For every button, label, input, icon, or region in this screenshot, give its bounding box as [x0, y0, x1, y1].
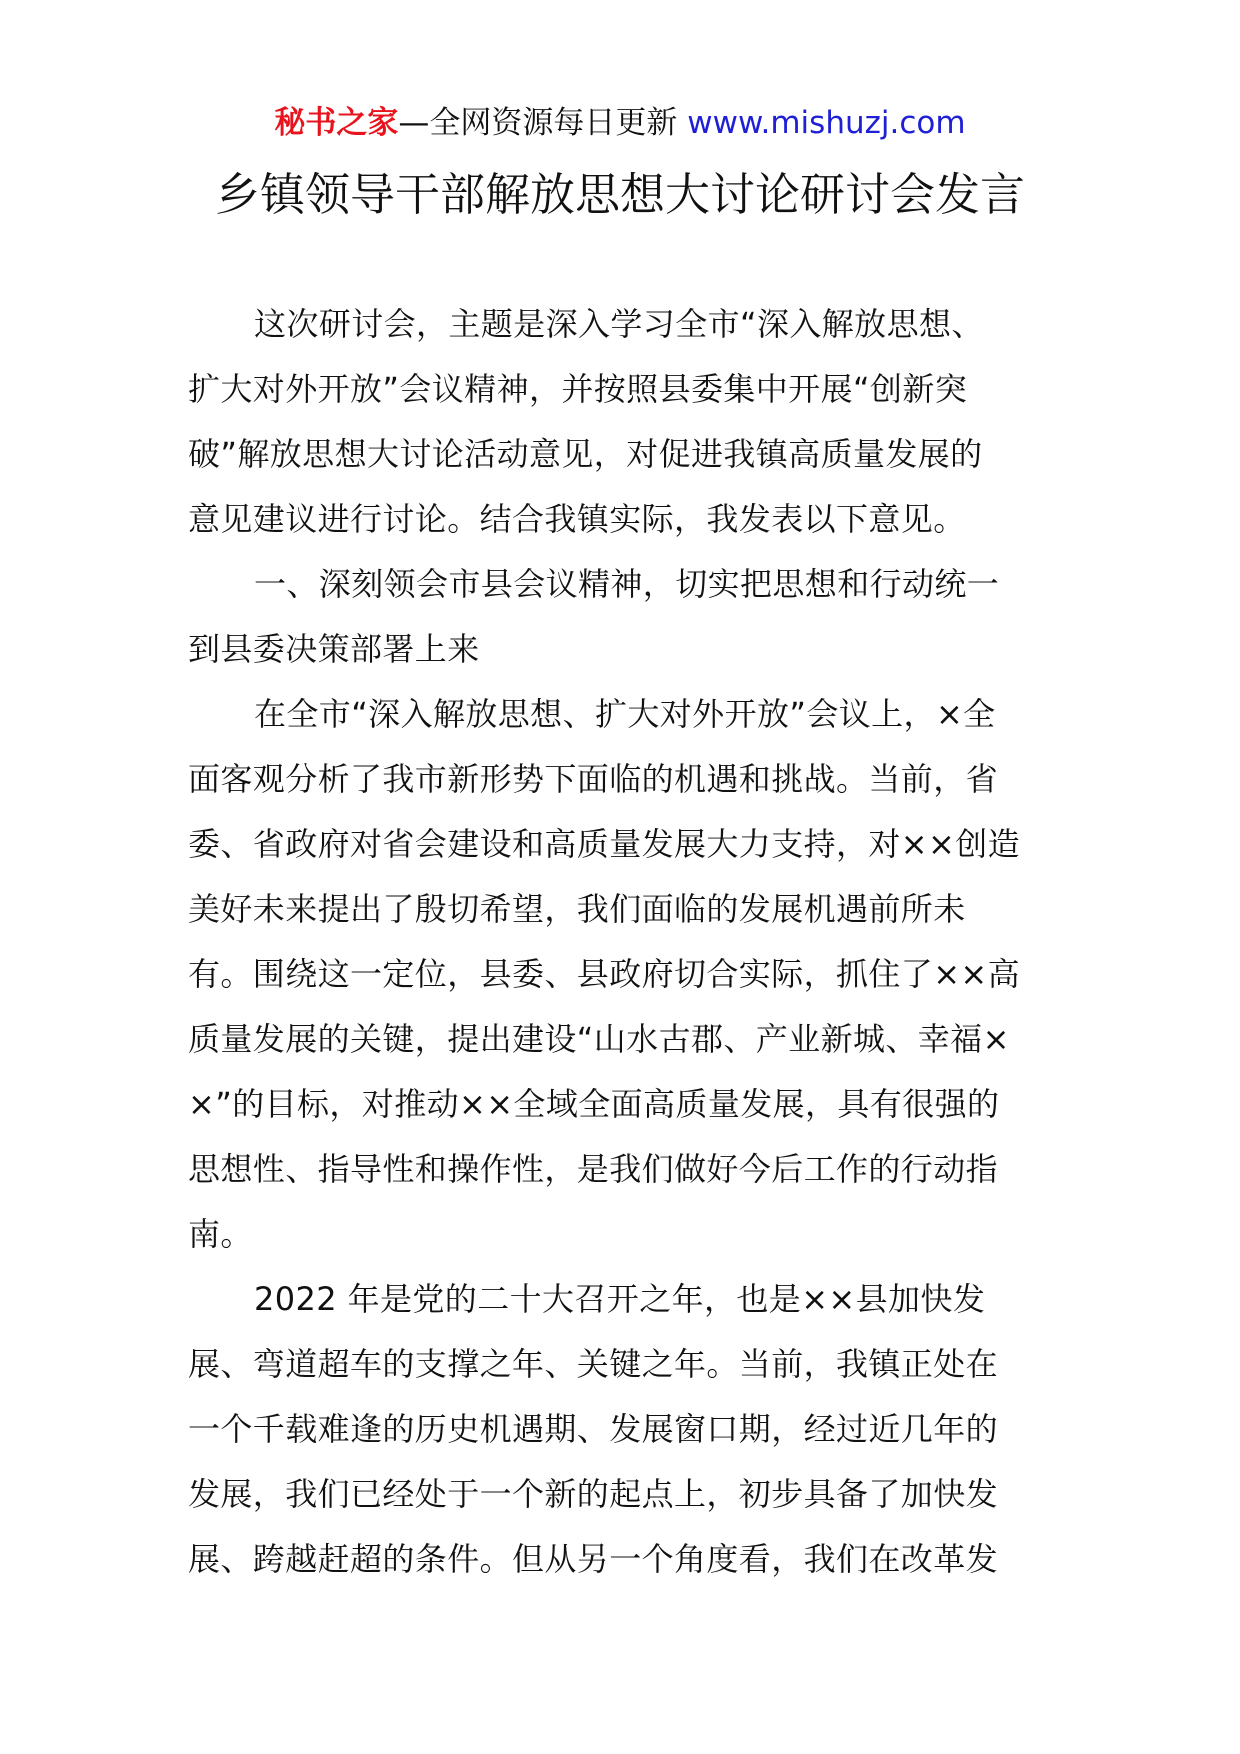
- paragraph-line: 面客观分析了我市新形势下面临的机遇和挑战。当前，省: [188, 760, 999, 798]
- paragraph-line: 这次研讨会，主题是深入学习全市“深入解放思想、: [254, 305, 984, 343]
- document-title: 乡镇领导干部解放思想大讨论研讨会发言: [214, 168, 1025, 221]
- paragraph-line: 委、省政府对省会建设和高质量发展大力支持，对××创造: [188, 825, 1021, 863]
- paragraph-line: 发展，我们已经处于一个新的起点上，初步具备了加快发: [188, 1475, 999, 1513]
- paragraph-line: 南。: [188, 1215, 253, 1253]
- site-header: [0, 101, 1240, 145]
- paragraph-line: ×”的目标，对推动××全域全面高质量发展，具有很强的: [188, 1085, 1000, 1123]
- paragraph-line: 美好未来提出了殷切希望，我们面临的发展机遇前所未: [188, 890, 966, 928]
- paragraph-line: 破”解放思想大讨论活动意见，对促进我镇高质量发展的: [188, 435, 983, 473]
- section-heading-line: 一、深刻领会市县会议精神，切实把思想和行动统一: [254, 565, 1000, 603]
- paragraph-line: 扩大对外开放”会议精神，并按照县委集中开展“创新突: [188, 370, 968, 408]
- paragraph-line: 有。围绕这一定位，县委、县政府切合实际，抓住了××高: [188, 955, 1021, 993]
- brand-name: 秘书之家: [274, 105, 399, 141]
- section-heading-line: 到县委决策部署上来: [188, 630, 480, 668]
- document-body: [188, 292, 1058, 1592]
- paragraph-line: 一个千载难逢的历史机遇期、发展窗口期，经过近几年的: [188, 1410, 999, 1448]
- paragraph-line: 2022 年是党的二十大召开之年，也是××县加快发: [254, 1280, 986, 1318]
- paragraph-line: 展、跨越赶超的条件。但从另一个角度看，我们在改革发: [188, 1540, 999, 1578]
- site-url-link[interactable]: www.mishuzj.com: [687, 105, 966, 141]
- paragraph-line: 意见建议进行讨论。结合我镇实际，我发表以下意见。: [188, 500, 966, 538]
- paragraph-line: 在全市“深入解放思想、扩大对外开放”会议上，×全: [254, 695, 996, 733]
- header-tagline: —全网资源每日更新: [398, 105, 688, 141]
- paragraph-line: 思想性、指导性和操作性，是我们做好今后工作的行动指: [188, 1150, 999, 1188]
- paragraph-line: 展、弯道超车的支撑之年、关键之年。当前，我镇正处在: [188, 1345, 999, 1383]
- paragraph-line: 质量发展的关键，提出建设“山水古郡、产业新城、幸福×: [188, 1020, 1010, 1058]
